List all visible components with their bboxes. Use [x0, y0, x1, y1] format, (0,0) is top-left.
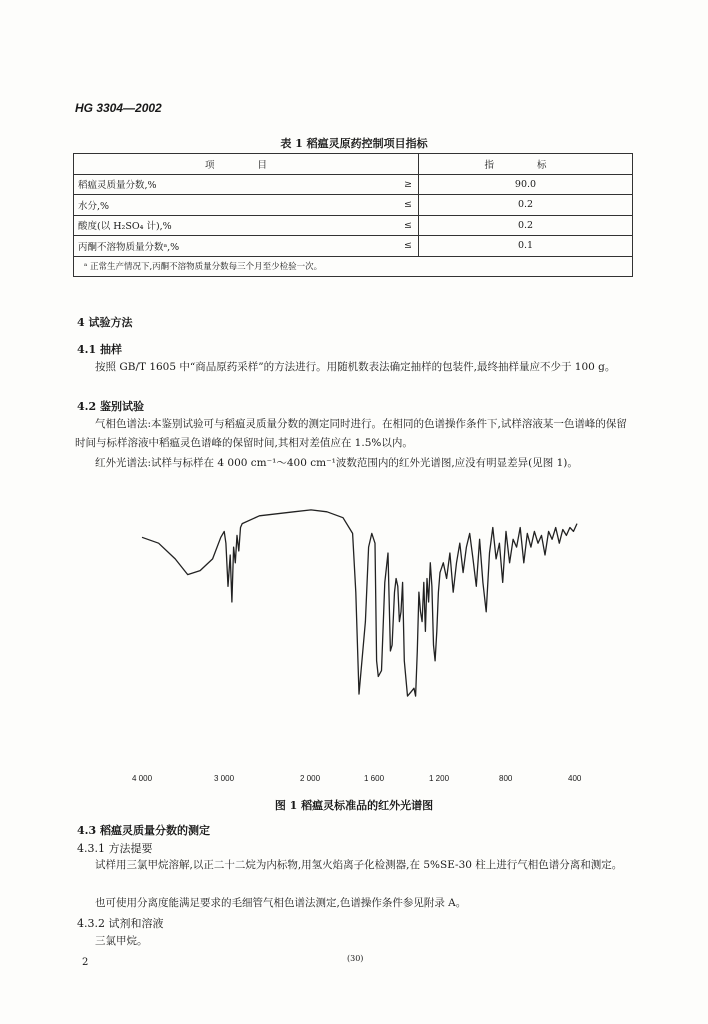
table-header-row [74, 154, 633, 175]
x-tick-label: 4 000 [132, 774, 153, 783]
figure-caption: 图 1 稻瘟灵标准品的红外光谱图 [274, 799, 434, 812]
table-caption: 表 1 稻瘟灵原药控制项目指标 [280, 137, 428, 150]
x-tick-label: 2 000 [300, 774, 321, 783]
header-value: 指 标 [419, 154, 633, 175]
spec-table [73, 153, 633, 277]
row-value: 0.2 [419, 215, 633, 236]
x-tick-label: 3 000 [214, 774, 235, 783]
x-tick-label: 800 [499, 774, 513, 783]
table-footnote-row [74, 256, 633, 277]
section-4-3-1-heading: 4.3.1 方法提要 [77, 842, 153, 855]
row-value: 0.1 [419, 236, 633, 257]
row-item: 稻瘟灵质量分数,% [74, 174, 383, 195]
row-item: 酸度(以 H₂SO₄ 计),% [74, 215, 383, 236]
section-4-3-2-heading: 4.3.2 试剂和溶液 [77, 917, 164, 930]
row-symbol: ≤ [382, 195, 419, 216]
section-4-3-heading: 4.3 稻瘟灵质量分数的测定 [77, 824, 210, 837]
header-item: 项 目 [74, 154, 419, 175]
row-item: 水分,% [74, 195, 383, 216]
spectrum-layer [142, 510, 577, 696]
section-4-2-ir-text: 红外光谱法:试样与标样在 4 000 cm⁻¹～400 cm⁻¹波数范围内的红外光谱图,应没有明显差异(见图 1)。 [95, 457, 578, 469]
section-4-3-1-text: 试样用三氯甲烷溶解,以正二十二烷为内标物,用氢火焰离子化检测器,在 5%SE-30 柱上进行气相色谱分离和测定。 [95, 859, 623, 871]
table-row [74, 215, 633, 236]
spectrum-line [142, 510, 577, 696]
x-tick-label: 1 200 [429, 774, 450, 783]
row-symbol: ≤ [382, 215, 419, 236]
x-tick-label: 400 [568, 774, 582, 783]
table-row [74, 236, 633, 257]
x-tick-label: 1 600 [364, 774, 385, 783]
table-row [74, 195, 633, 216]
table-row [74, 174, 633, 195]
section-4-2-heading: 4.2 鉴别试验 [77, 400, 144, 413]
row-symbol: ≤ [382, 236, 419, 257]
section-4-heading: 4 试验方法 [77, 316, 133, 329]
section-4-3-1-text-2: 也可使用分离度能满足要求的毛细管气相色谱法测定,色谱操作条件参见附录 A。 [95, 897, 467, 909]
ir-spectrum-chart [0, 490, 708, 790]
section-4-1-text: 按照 GB/T 1605 中“商品原药采样”的方法进行。用随机数表法确定抽样的包装件,最终抽样量应不少于 100 g。 [95, 361, 616, 373]
standard-id: HG 3304—2002 [75, 101, 162, 115]
section-4-1-heading: 4.1 抽样 [77, 343, 122, 356]
row-item: 丙酮不溶物质量分数ᵃ,% [74, 236, 383, 257]
table-footnote: ᵃ 正常生产情况下,丙酮不溶物质量分数每三个月至少检验一次。 [74, 256, 633, 277]
page-number: 2 [82, 957, 89, 968]
row-symbol: ≥ [382, 174, 419, 195]
section-4-2-gc-text: 气相色谱法:本鉴别试验可与稻瘟灵质量分数的测定同时进行。在相同的色谱操作条件下,试样溶液某一色谱峰的保留时间与标样溶液中稻瘟灵色谱峰的保留时间,其相对差值应在 1.5%以内。 [75, 418, 627, 449]
section-4-3-2-text: 三氯甲烷。 [95, 935, 148, 947]
row-value: 90.0 [419, 174, 633, 195]
row-value: 0.2 [419, 195, 633, 216]
page-sub-number: (30) [347, 954, 364, 963]
